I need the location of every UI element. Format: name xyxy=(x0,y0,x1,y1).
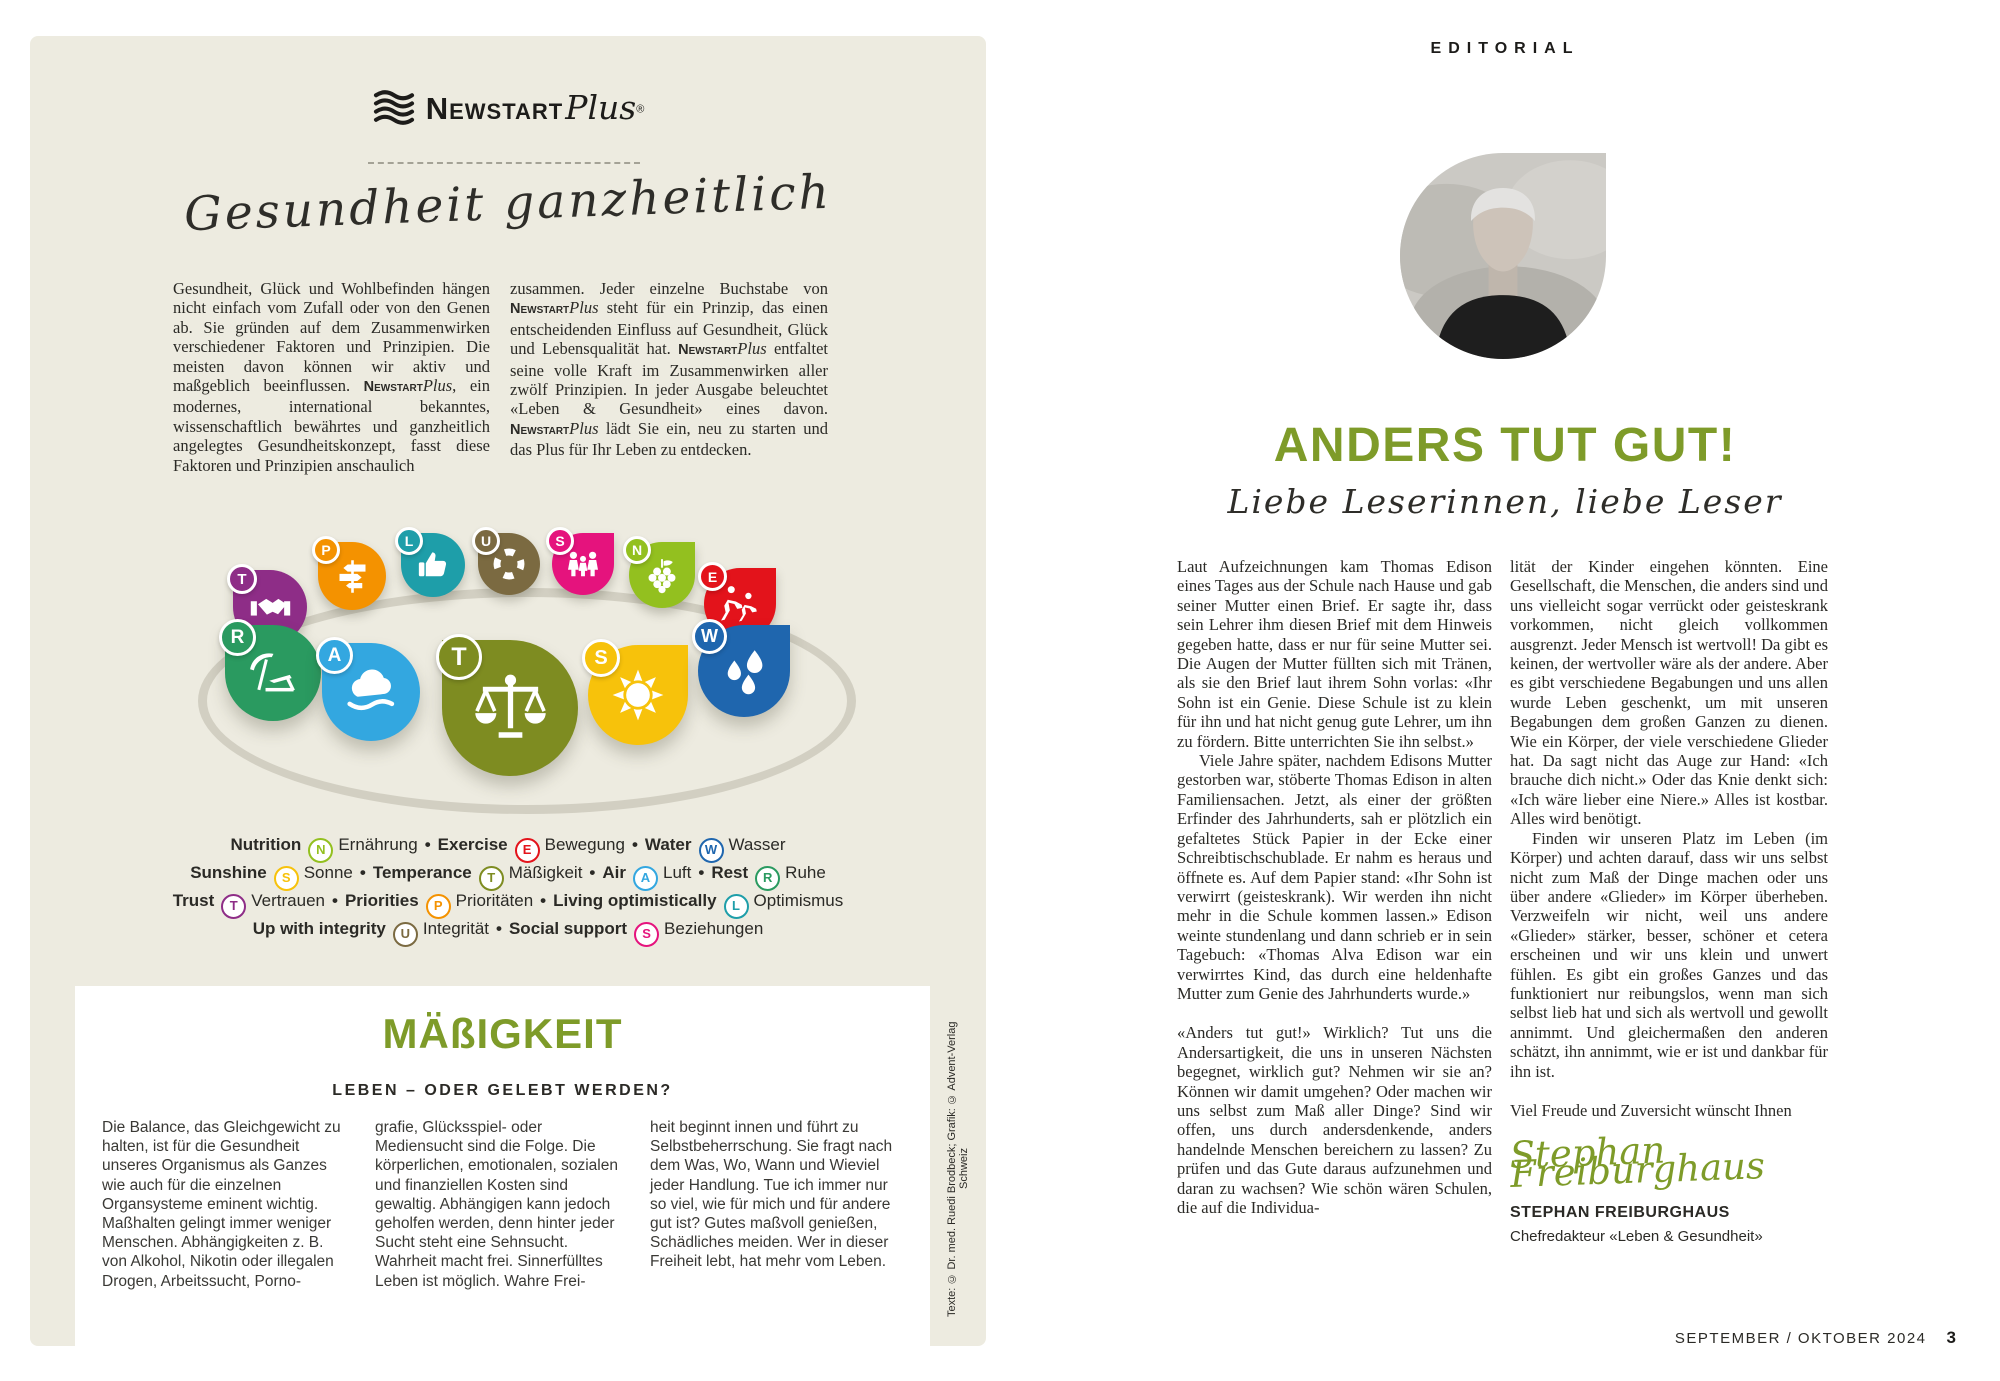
legend-german-label: Ruhe xyxy=(785,863,826,882)
section-subtitle: LEBEN – ODER GELEBT WERDEN? xyxy=(332,1082,673,1099)
handshake-icon xyxy=(249,586,292,629)
legend-german-label: Luft xyxy=(663,863,692,882)
page-footer xyxy=(1675,1328,1956,1348)
editorial-paragraph: Viel Freude und Zuversicht wünscht Ihnen xyxy=(1510,1100,1792,1120)
shield-air xyxy=(322,643,420,741)
air-icon xyxy=(343,664,400,721)
legend-letter-badge: W xyxy=(699,838,724,863)
registered-mark: ® xyxy=(636,103,645,116)
photo-credit-vertical: Texte: © Dr. med. Ruedi Brodbeck; Grafik: © Advent-Verlag Schweiz xyxy=(946,1021,970,1317)
shield-up-with-integrity xyxy=(478,533,540,595)
shield-letter-badge: S xyxy=(582,639,620,677)
shield-letter-badge: P xyxy=(312,536,340,564)
legend-separator: • xyxy=(332,891,338,910)
legend-english-label: Air xyxy=(602,863,626,882)
legend-separator: • xyxy=(540,891,547,910)
legend-separator: • xyxy=(631,835,638,854)
legend-english-label: Exercise xyxy=(437,835,508,854)
legend-german-label: Ernährung xyxy=(338,835,418,854)
legend-letter-badge: E xyxy=(515,838,540,863)
brand-wordmark: NewstartPlus xyxy=(363,376,453,396)
legend-letter-badge: A xyxy=(633,866,658,891)
signature-script: Stephan Freiburghaus xyxy=(1508,1128,1766,1197)
legend-separator: • xyxy=(424,835,431,854)
shield-letter-badge: T xyxy=(227,564,257,594)
intro-column-1: Gesundheit, Glück und Wohlbefinden hängen nicht einfach vom Zufall oder von den Genen ab. Sie gründen auf dem Zusammenwirken verschiedener Faktoren und Prinzipien. Die meisten davon können wir aktiv und maßgeblich beeinflussen. NewstartPlus, ein modernes, international bekanntes, wissenschaftlich bewährtes und ganzheitlich angelegtes Gesundheitskonzept, fasst diese Faktoren und Prinzipien anschaulich xyxy=(173,279,490,475)
shield-letter-badge: S xyxy=(546,527,574,555)
editor-portrait-photo xyxy=(1400,153,1606,359)
family-icon xyxy=(565,546,601,582)
legend-letter-badge: T xyxy=(221,894,246,919)
brand-wordmark: NewstartPlus xyxy=(510,298,599,318)
lifering-icon xyxy=(491,546,527,582)
legend-english-label: Water xyxy=(644,835,692,854)
legend-row xyxy=(30,915,986,943)
legend-german-label: Vertrauen xyxy=(251,891,326,910)
shield-letter-badge: A xyxy=(316,637,353,674)
legend-separator: • xyxy=(359,863,366,882)
newstart-shields-graphic xyxy=(170,530,870,835)
dashed-divider xyxy=(368,162,640,164)
legend-letter-badge: T xyxy=(479,866,504,891)
legend-german-label: Wasser xyxy=(728,835,786,854)
legend-letter-badge: L xyxy=(724,894,749,919)
shield-letter-badge: W xyxy=(692,619,727,654)
legend-german-label: Sonne xyxy=(303,863,353,882)
intro-column-2: zusammen. Jeder einzelne Buchstabe von NewstartPlus steht für ein Prinzip, das einen entscheidenden Einfluss auf Gesundheit, Glück und Lebensqualität hat. NewstartPlus entfaltet seine volle Kraft im Zusammenwirken aller zwölf Prinzipien. In jeder Ausgabe beleuchtet «Leben & Gesundheit» eines davon. NewstartPlus lädt Sie ein, neu zu starten und das Plus für Ihr Leben zu entdecken. xyxy=(510,279,828,460)
shield-sunshine xyxy=(588,645,688,745)
editorial-column-1 xyxy=(1177,557,1492,1217)
legend-german-label: Optimismus xyxy=(753,891,844,910)
editorial-paragraph: Viele Jahre später, nachdem Edisons Mutter gestorben war, stöberte Thomas Edison in alten Familiensachen. Jetzt, als einer der größten Erfinder des Jahrhunderts, sah er plötzlich ein gefaltetes Stück Papier in der Ecke einer Schreibtischschublade. Er nahm es heraus und öffnete es. Auf dem Papier stand: «Ihr Sohn ist verwirrt (geisteskrank). Wir werden ihn nicht mehr in die Schule kommen lassen.» Edison weinte stundenlang und dann schrieb er in sein Tagebuch: «Thomas Alva Edison war ein verwirrtes Kind, das durch eine heldenhafte Mutter zum Genie des Jahrhunderts wurde.» xyxy=(1177,751,1492,1003)
maessigkeit-column-1: Die Balance, das Gleichgewicht zu halten, ist für die Gesundheit unseres Organismus als Ganzes wie auch für die einzelnen Organsysteme eminent wichtig. Maßhalten gelingt immer weniger Menschen. Abhängigkeiten z. B. von Alkohol, Nikotin oder illegalen Drogen, Arbeitssucht, Porno- xyxy=(102,1119,341,1290)
editorial-paragraph: Finden wir unseren Platz im Leben (im Körper) und achten darauf, dass wir uns selbst nicht zum Maß der Dinge machen oder uns über andere «Glieder» im Körper überheben. Verzweifeln wir nicht, weil uns andere «Glieder» stärker, besser, schöner et cetera erscheinen und wir uns klein und unwert fühlen. Es gibt ein großes Ganzes und das funktioniert nur reibungslos, wenn man sich selbst lieb hat und sich als wertvoll und gewollt annimmt. Und gleichermaßen den anderen schätzt, ihn annimmt, wie er ist und dankbar für ihn ist. xyxy=(1510,828,1828,1081)
page-number: 3 xyxy=(1946,1328,1956,1347)
editorial-column-2-paragraphs xyxy=(1510,557,1828,1120)
author-name: STEPHAN FREIBURGHAUS xyxy=(1510,1204,1730,1222)
logo-wordmark: Newstart xyxy=(425,91,564,126)
legend-letter-badge: R xyxy=(755,866,780,891)
legend-german-label: Beziehungen xyxy=(664,919,764,938)
shield-nutrition xyxy=(629,542,695,608)
legend-row xyxy=(30,887,986,915)
shield-priorities xyxy=(318,542,386,610)
legend-english-label: Sunshine xyxy=(190,863,267,882)
editorial-column-2 xyxy=(1510,557,1828,1246)
logo-plus: Plus xyxy=(565,88,637,127)
shield-letter-badge: R xyxy=(219,619,256,656)
maessigkeit-column-2: grafie, Glücksspiel- oder Mediensucht sind die Folge. Die körperlichen, emotionalen, sozialen und finanziellen Kosten sind gewaltig. Abhängigen kann jedoch geholfen werden, denn hinter jeder Sucht steht eine Sehnsucht. Wahrheit macht frei. Sinnerfülltes Leben ist möglich. Wahre Frei- xyxy=(375,1119,618,1290)
legend-english-label: Trust xyxy=(172,891,215,910)
legend-english-label: Temperance xyxy=(372,863,472,882)
legend-english-label: Priorities xyxy=(344,891,419,910)
editorial-paragraph: «Anders tut gut!» Wirklich? Tut uns die Andersartigkeit, die uns in unseren Nächsten begegnet, wirklich gut? Nehmen wir sie an? Können wir damit umgehen? Oder machen wir uns selbst zum Maß aller Dinge? Sind wir offen, uns durch andersdenkende, anders handelnde Menschen bereichern zu lassen? Zu prüfen und das Gute daraus aufzunehmen und daran zu wachsen? Wie schön wären Schulen, die auf die Individua- xyxy=(1177,1023,1492,1217)
editorial-paragraph: lität der Kinder eingehen könnten. Eine Gesellschaft, die Menschen, die anders sind und uns vielleicht sogar verrückt oder geisteskrank vorkommen, nicht gleich vollkommen ausgrenzt. Jeder Mensch ist wertvoll! Da gibt es keinen, der wertvoller wäre als der andere. Aber es gibt verschiedene Begabungen und uns allen wurde Leben geschenkt, um mit unseren Begabungen dem großen Ganzen zu dienen. Wie ein Körper, der viele verschiedene Glieder hat. Da sagt nicht das Auge zur Hand: «Ich brauche dich nicht.» Oder das Knie denkt sich: «Ich wäre lieber eine Niere.» Alles ist kostbar. Alles wird benötigt. xyxy=(1510,557,1828,829)
grapes-icon xyxy=(643,556,681,594)
page-title-script: Gesundheit ganzheitlich xyxy=(183,164,833,243)
legend-german-label: Bewegung xyxy=(544,835,625,854)
legend-english-label: Rest xyxy=(711,863,749,882)
legend-english-label: Up with integrity xyxy=(252,919,386,938)
legend-letter-badge: U xyxy=(393,922,418,947)
shield-social-support xyxy=(552,533,614,595)
shield-letter-badge: T xyxy=(436,634,482,680)
legend-english-label: Nutrition xyxy=(230,835,302,854)
salutation-script: Liebe Leserinnen, liebe Leser xyxy=(1227,482,1783,521)
legend-letter-badge: P xyxy=(426,894,451,919)
maessigkeit-panel xyxy=(75,986,930,1346)
newstart-plus-logo xyxy=(30,88,986,127)
legend-row xyxy=(30,859,986,887)
shield-living-optimistically xyxy=(401,533,465,597)
legend-letter-badge: S xyxy=(274,866,299,891)
maessigkeit-column-3: heit beginnt innen und führt zu Selbstbeherrschung. Sie fragt nach dem Was, Wo, Wann und Wieviel jeder Handlung. Tue ich immer nur so viel, wie für mich und für andere gut ist? Gutes maßvoll genießen, Schädliches meiden. Wer in dieser Freiheit lebt, hat mehr vom Leben. xyxy=(650,1119,893,1271)
signpost-icon xyxy=(333,557,372,596)
shield-letter-badge: U xyxy=(472,527,500,555)
legend-german-label: Mäßigkeit xyxy=(508,863,583,882)
sun-icon xyxy=(609,666,667,724)
legend-separator: • xyxy=(698,863,705,882)
waves-logo-icon xyxy=(372,90,416,126)
principles-legend xyxy=(30,831,986,943)
legend-english-label: Social support xyxy=(508,919,628,938)
rest-icon xyxy=(245,645,301,701)
legend-german-label: Prioritäten xyxy=(455,891,534,910)
brand-wordmark: NewstartPlus xyxy=(510,418,599,438)
legend-separator: • xyxy=(589,863,596,882)
legend-letter-badge: S xyxy=(634,922,659,947)
shield-temperance xyxy=(442,640,578,776)
editorial-kicker: EDITORIAL xyxy=(1430,40,1580,57)
legend-english-label: Living optimistically xyxy=(553,891,717,910)
left-page-card xyxy=(30,36,986,1346)
legend-german-label: Integrität xyxy=(422,919,490,938)
shield-water xyxy=(698,625,790,717)
section-title: MÄßIGKEIT xyxy=(382,1010,623,1057)
author-role: Chefredakteur «Leben & Gesundheit» xyxy=(1510,1227,1763,1245)
portrait-illustration xyxy=(1400,153,1606,359)
editorial-paragraph: Laut Aufzeichnungen kam Thomas Edison eines Tages aus der Schule nach Hause und gab seiner Mutter einen Brief. Er sagte ihr, dass sein Lehrer ihm diesen Brief mit dem Hinweis gegeben hatte, dass er nur für seine Mutter sei. Die Augen der Mutter füllten sich mit Tränen, als sie den Brief laut ihrem Sohn vorlas: «Ihr Sohn ist ein Genie. Diese Schule ist zu klein für ihn und hat nicht genug gute Lehrer, um ihn zu fördern. Bitte unterrichten Sie ihn selbst.» xyxy=(1177,557,1492,751)
editorial-headline: ANDERS TUT GUT! xyxy=(1273,419,1737,472)
runners-icon xyxy=(719,583,761,625)
shield-rest xyxy=(225,625,321,721)
scales-icon xyxy=(471,669,550,748)
legend-letter-badge: N xyxy=(308,838,333,863)
shield-letter-badge: E xyxy=(698,562,727,591)
legend-separator: • xyxy=(496,919,502,938)
legend-row xyxy=(30,831,986,859)
issue-date: SEPTEMBER / OKTOBER 2024 xyxy=(1674,1330,1927,1347)
shield-letter-badge: N xyxy=(623,536,651,564)
thumbsup-icon xyxy=(415,547,452,584)
shield-letter-badge: L xyxy=(395,527,423,555)
brand-wordmark: NewstartPlus xyxy=(678,339,767,359)
drops-icon xyxy=(718,645,771,698)
